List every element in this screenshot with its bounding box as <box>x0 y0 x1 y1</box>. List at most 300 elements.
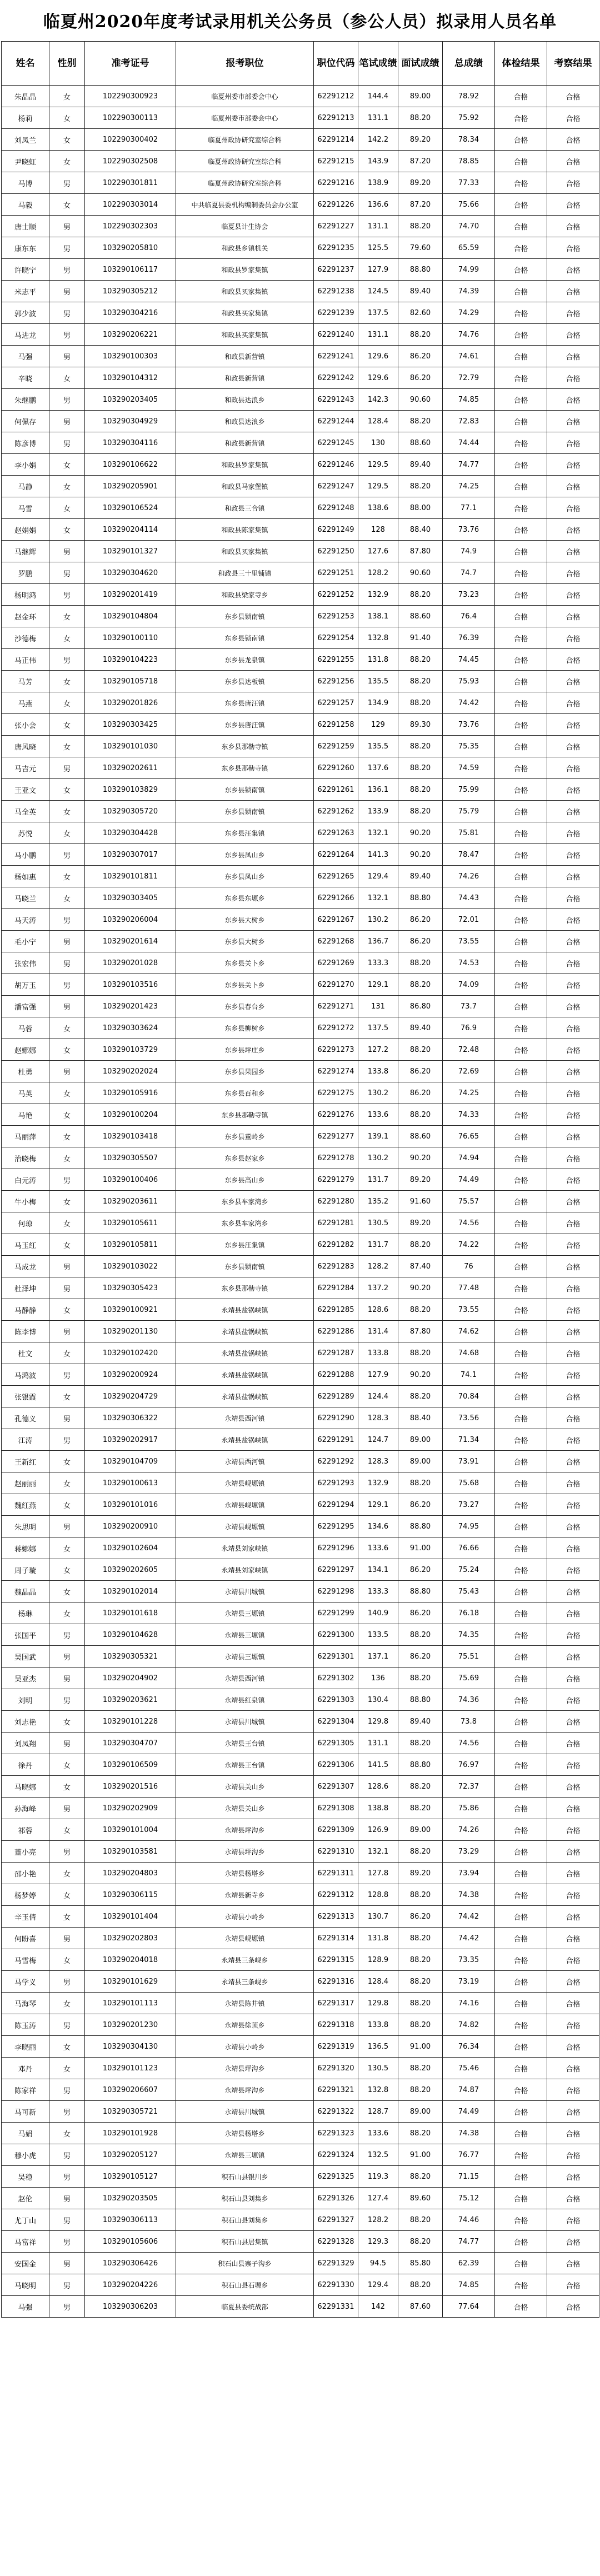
cell-inspection-result: 合格 <box>547 1451 599 1472</box>
cell-position-code: 62291247 <box>314 476 358 497</box>
cell-physical-result: 合格 <box>495 2014 547 2036</box>
cell-exam-id: 103290304707 <box>85 1733 176 1754</box>
cell-exam-id: 103290101113 <box>85 1993 176 2014</box>
cell-name: 邓丹 <box>2 2058 49 2079</box>
cell-interview-score: 88.20 <box>398 736 443 757</box>
cell-name: 魏红燕 <box>2 1494 49 1516</box>
cell-written-score: 136 <box>358 1668 398 1689</box>
cell-interview-score: 88.20 <box>398 649 443 671</box>
cell-total-score: 73.19 <box>443 1971 495 1993</box>
cell-name: 马成龙 <box>2 1256 49 1277</box>
table-row <box>2 1646 599 1668</box>
cell-total-score: 74.42 <box>443 692 495 714</box>
cell-name: 李小娟 <box>2 454 49 476</box>
cell-exam-id: 103290104804 <box>85 606 176 627</box>
cell-exam-id: 103290203621 <box>85 1689 176 1711</box>
table-row <box>2 107 599 129</box>
table-row <box>2 1147 599 1169</box>
table-row <box>2 2036 599 2058</box>
cell-written-score: 129.6 <box>358 367 398 389</box>
cell-name: 安国金 <box>2 2253 49 2274</box>
cell-written-score: 130.5 <box>358 1212 398 1234</box>
cell-exam-id: 103290304216 <box>85 302 176 324</box>
cell-exam-id: 103290304116 <box>85 432 176 454</box>
cell-written-score: 131.1 <box>358 324 398 346</box>
cell-inspection-result: 合格 <box>547 1429 599 1451</box>
cell-inspection-result: 合格 <box>547 2231 599 2253</box>
cell-name: 马继辉 <box>2 541 49 562</box>
cell-position: 东乡县百和乡 <box>176 1082 314 1104</box>
cell-interview-score: 86.20 <box>398 1559 443 1581</box>
cell-total-score: 78.34 <box>443 129 495 151</box>
cell-inspection-result: 合格 <box>547 736 599 757</box>
cell-interview-score: 91.00 <box>398 2036 443 2058</box>
cell-interview-score: 87.60 <box>398 2296 443 2318</box>
cell-total-score: 70.84 <box>443 1386 495 1407</box>
cell-interview-score: 89.20 <box>398 1212 443 1234</box>
cell-physical-result: 合格 <box>495 1212 547 1234</box>
cell-inspection-result: 合格 <box>547 1906 599 1928</box>
cell-position: 永靖县王台镇 <box>176 1733 314 1754</box>
cell-position: 永靖县盐锅峡镇 <box>176 1429 314 1451</box>
cell-position-code: 62291308 <box>314 1798 358 1819</box>
cell-total-score: 75.93 <box>443 671 495 692</box>
cell-exam-id: 103290101629 <box>85 1971 176 1993</box>
cell-gender: 男 <box>49 324 85 346</box>
cell-interview-score: 89.30 <box>398 714 443 736</box>
cell-physical-result: 合格 <box>495 2274 547 2296</box>
table-row <box>2 1407 599 1429</box>
cell-position-code: 62291275 <box>314 1082 358 1104</box>
cell-interview-score: 88.80 <box>398 1689 443 1711</box>
table-row <box>2 216 599 237</box>
table-row <box>2 1581 599 1602</box>
cell-position: 永靖县川城镇 <box>176 2101 314 2123</box>
cell-interview-score: 88.20 <box>398 779 443 801</box>
cell-written-score: 130.5 <box>358 2058 398 2079</box>
cell-total-score: 72.37 <box>443 1776 495 1798</box>
cell-position-code: 62291253 <box>314 606 358 627</box>
cell-written-score: 124.5 <box>358 281 398 302</box>
cell-physical-result: 合格 <box>495 2079 547 2101</box>
cell-written-score: 128.3 <box>358 1451 398 1472</box>
cell-position-code: 62291305 <box>314 1733 358 1754</box>
cell-position-code: 62291323 <box>314 2123 358 2144</box>
cell-inspection-result: 合格 <box>547 1537 599 1559</box>
cell-position-code: 62291331 <box>314 2296 358 2318</box>
cell-total-score: 65.59 <box>443 237 495 259</box>
cell-total-score: 75.35 <box>443 736 495 757</box>
cell-name: 潘富强 <box>2 996 49 1017</box>
cell-position-code: 62291310 <box>314 1841 358 1863</box>
cell-written-score: 129.3 <box>358 2231 398 2253</box>
cell-interview-score: 88.20 <box>398 476 443 497</box>
cell-name: 李晓丽 <box>2 2036 49 2058</box>
cell-gender: 男 <box>49 952 85 974</box>
cell-written-score: 132.9 <box>358 1472 398 1494</box>
cell-gender: 男 <box>49 1798 85 1819</box>
cell-interview-score: 88.60 <box>398 1126 443 1147</box>
cell-interview-score: 88.80 <box>398 259 443 281</box>
cell-gender: 女 <box>49 519 85 541</box>
cell-name: 尹晓虹 <box>2 151 49 172</box>
cell-total-score: 74.38 <box>443 2123 495 2144</box>
cell-written-score: 119.3 <box>358 2166 398 2188</box>
cell-exam-id: 103290307017 <box>85 844 176 866</box>
cell-name: 马娟 <box>2 2123 49 2144</box>
cell-position-code: 62291311 <box>314 1863 358 1884</box>
cell-interview-score: 88.20 <box>398 1668 443 1689</box>
cell-written-score: 125.5 <box>358 237 398 259</box>
cell-exam-id: 103290203405 <box>85 389 176 411</box>
cell-position: 东乡县唐汪镇 <box>176 714 314 736</box>
cell-inspection-result: 合格 <box>547 1581 599 1602</box>
cell-inspection-result: 合格 <box>547 454 599 476</box>
cell-exam-id: 103290305507 <box>85 1147 176 1169</box>
cell-name: 马学义 <box>2 1971 49 1993</box>
cell-exam-id: 103290105718 <box>85 671 176 692</box>
cell-name: 魏晶晶 <box>2 1581 49 1602</box>
cell-gender: 男 <box>49 584 85 606</box>
cell-position-code: 62291322 <box>314 2101 358 2123</box>
cell-written-score: 130.2 <box>358 1082 398 1104</box>
cell-total-score: 75.46 <box>443 2058 495 2079</box>
cell-written-score: 132.9 <box>358 584 398 606</box>
table-row <box>2 2296 599 2318</box>
cell-inspection-result: 合格 <box>547 1277 599 1299</box>
cell-written-score: 129.8 <box>358 1993 398 2014</box>
cell-written-score: 131.1 <box>358 216 398 237</box>
cell-interview-score: 86.20 <box>398 931 443 952</box>
cell-gender: 女 <box>49 1711 85 1733</box>
cell-inspection-result: 合格 <box>547 1017 599 1039</box>
cell-name: 何琼 <box>2 1212 49 1234</box>
cell-written-score: 127.8 <box>358 1863 398 1884</box>
table-row <box>2 259 599 281</box>
cell-name: 蒋娜娜 <box>2 1537 49 1559</box>
cell-inspection-result: 合格 <box>547 1776 599 1798</box>
cell-inspection-result: 合格 <box>547 1798 599 1819</box>
table-row <box>2 1169 599 1191</box>
cell-position-code: 62291241 <box>314 346 358 367</box>
cell-name: 赵伦 <box>2 2188 49 2209</box>
cell-physical-result: 合格 <box>495 1472 547 1494</box>
cell-position-code: 62291313 <box>314 1906 358 1928</box>
cell-total-score: 77.48 <box>443 1277 495 1299</box>
cell-total-score: 76.65 <box>443 1126 495 1147</box>
cell-inspection-result: 合格 <box>547 671 599 692</box>
cell-position-code: 62291281 <box>314 1212 358 1234</box>
cell-gender: 女 <box>49 367 85 389</box>
table-row <box>2 1277 599 1299</box>
table-row <box>2 1104 599 1126</box>
cell-total-score: 76.4 <box>443 606 495 627</box>
cell-written-score: 129.6 <box>358 346 398 367</box>
cell-physical-result: 合格 <box>495 1191 547 1212</box>
cell-position-code: 62291330 <box>314 2274 358 2296</box>
cell-gender: 男 <box>49 974 85 996</box>
cell-interview-score: 85.80 <box>398 2253 443 2274</box>
cell-total-score: 76.18 <box>443 1602 495 1624</box>
cell-exam-id: 103290306322 <box>85 1407 176 1429</box>
cell-written-score: 128.2 <box>358 1256 398 1277</box>
cell-name: 吴国武 <box>2 1646 49 1668</box>
cell-position-code: 62291284 <box>314 1277 358 1299</box>
cell-inspection-result: 合格 <box>547 1602 599 1624</box>
cell-physical-result: 合格 <box>495 281 547 302</box>
cell-name: 康东东 <box>2 237 49 259</box>
cell-position: 永靖县小岭乡 <box>176 2036 314 2058</box>
cell-total-score: 74.59 <box>443 757 495 779</box>
cell-interview-score: 88.80 <box>398 1516 443 1537</box>
cell-written-score: 133.5 <box>358 1624 398 1646</box>
cell-position-code: 62291264 <box>314 844 358 866</box>
cell-written-score: 124.7 <box>358 1429 398 1451</box>
cell-inspection-result: 合格 <box>547 2101 599 2123</box>
cell-name: 马博 <box>2 172 49 194</box>
cell-written-score: 133.8 <box>358 2014 398 2036</box>
cell-position: 东乡县锁南镇 <box>176 606 314 627</box>
cell-position-code: 62291279 <box>314 1169 358 1191</box>
cell-gender: 女 <box>49 107 85 129</box>
cell-exam-id: 103290204226 <box>85 2274 176 2296</box>
cell-physical-result: 合格 <box>495 1147 547 1169</box>
table-header-row <box>2 42 599 86</box>
cell-name: 张宏伟 <box>2 952 49 974</box>
table-row <box>2 1082 599 1104</box>
cell-written-score: 94.5 <box>358 2253 398 2274</box>
cell-exam-id: 103290202917 <box>85 1429 176 1451</box>
cell-written-score: 128.6 <box>358 1299 398 1321</box>
cell-inspection-result: 合格 <box>547 1212 599 1234</box>
cell-written-score: 127.9 <box>358 259 398 281</box>
cell-interview-score: 90.20 <box>398 1147 443 1169</box>
cell-total-score: 75.99 <box>443 779 495 801</box>
cell-position: 东乡县果园乡 <box>176 1061 314 1082</box>
cell-name: 马正伟 <box>2 649 49 671</box>
cell-inspection-result: 合格 <box>547 1191 599 1212</box>
cell-written-score: 129.5 <box>358 454 398 476</box>
cell-inspection-result: 合格 <box>547 86 599 107</box>
cell-total-score: 74.43 <box>443 887 495 909</box>
cell-position: 永靖县杨塔乡 <box>176 2123 314 2144</box>
cell-exam-id: 103290304130 <box>85 2036 176 2058</box>
table-row <box>2 1299 599 1321</box>
cell-name: 许晓宁 <box>2 259 49 281</box>
cell-written-score: 140.9 <box>358 1602 398 1624</box>
cell-inspection-result: 合格 <box>547 194 599 216</box>
cell-interview-score: 89.40 <box>398 1711 443 1733</box>
table-row <box>2 2274 599 2296</box>
cell-interview-score: 88.20 <box>398 1234 443 1256</box>
cell-position: 永靖县新寺乡 <box>176 1884 314 1906</box>
cell-exam-id: 103290101123 <box>85 2058 176 2079</box>
cell-name: 马进龙 <box>2 324 49 346</box>
header-exam-id: 准考证号 <box>85 42 176 86</box>
cell-written-score: 129.1 <box>358 1494 398 1516</box>
cell-name: 苏悦 <box>2 822 49 844</box>
cell-interview-score: 86.20 <box>398 367 443 389</box>
cell-name: 江涛 <box>2 1429 49 1451</box>
cell-written-score: 130.2 <box>358 1147 398 1169</box>
cell-total-score: 75.92 <box>443 107 495 129</box>
cell-total-score: 75.86 <box>443 1798 495 1819</box>
cell-gender: 女 <box>49 714 85 736</box>
cell-position-code: 62291243 <box>314 389 358 411</box>
cell-position-code: 62291213 <box>314 107 358 129</box>
cell-written-score: 137.2 <box>358 1277 398 1299</box>
cell-written-score: 130.7 <box>358 1906 398 1928</box>
table-row <box>2 1451 599 1472</box>
cell-gender: 男 <box>49 389 85 411</box>
cell-gender: 女 <box>49 129 85 151</box>
cell-exam-id: 103290101928 <box>85 2123 176 2144</box>
cell-written-score: 132.1 <box>358 887 398 909</box>
cell-interview-score: 89.00 <box>398 86 443 107</box>
cell-physical-result: 合格 <box>495 346 547 367</box>
cell-position: 积石山县刘集乡 <box>176 2188 314 2209</box>
cell-interview-score: 86.20 <box>398 1906 443 1928</box>
cell-position-code: 62291299 <box>314 1602 358 1624</box>
cell-position-code: 62291265 <box>314 866 358 887</box>
cell-gender: 女 <box>49 194 85 216</box>
cell-position: 永靖县西河镇 <box>176 1668 314 1689</box>
cell-exam-id: 103290200910 <box>85 1516 176 1537</box>
cell-physical-result: 合格 <box>495 172 547 194</box>
table-row <box>2 1429 599 1451</box>
cell-exam-id: 103290204803 <box>85 1863 176 1884</box>
cell-physical-result: 合格 <box>495 2209 547 2231</box>
cell-gender: 男 <box>49 259 85 281</box>
cell-gender: 女 <box>49 1776 85 1798</box>
cell-name: 马毅 <box>2 194 49 216</box>
cell-exam-id: 103290202024 <box>85 1061 176 1082</box>
cell-written-score: 129.5 <box>358 476 398 497</box>
cell-position: 永靖县盐锅峡镇 <box>176 1342 314 1364</box>
cell-interview-score: 89.00 <box>398 1429 443 1451</box>
cell-position-code: 62291259 <box>314 736 358 757</box>
cell-gender: 男 <box>49 1689 85 1711</box>
table-row <box>2 2188 599 2209</box>
cell-interview-score: 88.20 <box>398 1971 443 1993</box>
cell-gender: 女 <box>49 1039 85 1061</box>
cell-total-score: 73.94 <box>443 1863 495 1884</box>
cell-gender: 男 <box>49 1668 85 1689</box>
cell-name: 治晓梅 <box>2 1147 49 1169</box>
table-row <box>2 454 599 476</box>
cell-total-score: 73.55 <box>443 931 495 952</box>
cell-position: 永靖县关山乡 <box>176 1798 314 1819</box>
cell-position: 和政县陈家集镇 <box>176 519 314 541</box>
cell-interview-score: 86.20 <box>398 909 443 931</box>
cell-position: 东乡县汪集镇 <box>176 822 314 844</box>
cell-exam-id: 103290101228 <box>85 1711 176 1733</box>
cell-position: 永靖县王台镇 <box>176 1754 314 1776</box>
cell-physical-result: 合格 <box>495 2101 547 2123</box>
cell-written-score: 133.6 <box>358 2123 398 2144</box>
cell-inspection-result: 合格 <box>547 801 599 822</box>
cell-total-score: 74.85 <box>443 2274 495 2296</box>
cell-physical-result: 合格 <box>495 1733 547 1754</box>
cell-total-score: 74.42 <box>443 1906 495 1928</box>
cell-exam-id: 103290104312 <box>85 367 176 389</box>
cell-inspection-result: 合格 <box>547 584 599 606</box>
cell-physical-result: 合格 <box>495 671 547 692</box>
cell-interview-score: 90.20 <box>398 844 443 866</box>
cell-name: 杨梦婷 <box>2 1884 49 1906</box>
table-row <box>2 1472 599 1494</box>
cell-inspection-result: 合格 <box>547 909 599 931</box>
table-row <box>2 86 599 107</box>
table-row <box>2 1993 599 2014</box>
cell-inspection-result: 合格 <box>547 1949 599 1971</box>
cell-total-score: 72.01 <box>443 909 495 931</box>
cell-exam-id: 103290306115 <box>85 1884 176 1906</box>
cell-exam-id: 103290305721 <box>85 2101 176 2123</box>
header-physical-result: 体检结果 <box>495 42 547 86</box>
cell-total-score: 76.66 <box>443 1537 495 1559</box>
cell-interview-score: 88.80 <box>398 887 443 909</box>
cell-total-score: 76.77 <box>443 2144 495 2166</box>
cell-exam-id: 103290106509 <box>85 1754 176 1776</box>
cell-inspection-result: 合格 <box>547 1928 599 1949</box>
table-row <box>2 2079 599 2101</box>
cell-physical-result: 合格 <box>495 2188 547 2209</box>
cell-position-code: 62291214 <box>314 129 358 151</box>
cell-gender: 男 <box>49 1407 85 1429</box>
cell-interview-score: 88.40 <box>398 1407 443 1429</box>
cell-inspection-result: 合格 <box>547 1624 599 1646</box>
cell-interview-score: 86.20 <box>398 1082 443 1104</box>
cell-position: 东乡县锁南镇 <box>176 801 314 822</box>
cell-position: 永靖县川城镇 <box>176 1581 314 1602</box>
cell-inspection-result: 合格 <box>547 1039 599 1061</box>
cell-physical-result: 合格 <box>495 541 547 562</box>
cell-name: 朱晶晶 <box>2 86 49 107</box>
cell-position-code: 62291227 <box>314 216 358 237</box>
cell-exam-id: 103290201419 <box>85 584 176 606</box>
cell-written-score: 130.4 <box>358 1689 398 1711</box>
cell-physical-result: 合格 <box>495 1126 547 1147</box>
cell-written-score: 135.2 <box>358 1191 398 1212</box>
cell-physical-result: 合格 <box>495 476 547 497</box>
cell-exam-id: 103290202611 <box>85 757 176 779</box>
table-row <box>2 2231 599 2253</box>
cell-written-score: 142.2 <box>358 129 398 151</box>
cell-gender: 男 <box>49 1733 85 1754</box>
cell-total-score: 74.99 <box>443 259 495 281</box>
cell-total-score: 71.15 <box>443 2166 495 2188</box>
cell-name: 马蓉 <box>2 1017 49 1039</box>
table-row <box>2 1971 599 1993</box>
cell-position: 东乡县凤山乡 <box>176 844 314 866</box>
cell-exam-id: 103290100303 <box>85 346 176 367</box>
cell-exam-id: 103290306426 <box>85 2253 176 2274</box>
cell-inspection-result: 合格 <box>547 411 599 432</box>
cell-written-score: 130 <box>358 432 398 454</box>
cell-position: 东乡县那勒寺镇 <box>176 1104 314 1126</box>
cell-inspection-result: 合格 <box>547 1689 599 1711</box>
cell-name: 刘凤兰 <box>2 129 49 151</box>
cell-interview-score: 88.20 <box>398 2058 443 2079</box>
cell-name: 徐丹 <box>2 1754 49 1776</box>
cell-interview-score: 89.20 <box>398 1863 443 1884</box>
cell-position: 永靖县盐锅峡镇 <box>176 1386 314 1407</box>
cell-position: 东乡县锁南镇 <box>176 627 314 649</box>
cell-name: 王亚文 <box>2 779 49 801</box>
cell-total-score: 73.29 <box>443 1841 495 1863</box>
cell-physical-result: 合格 <box>495 1798 547 1819</box>
